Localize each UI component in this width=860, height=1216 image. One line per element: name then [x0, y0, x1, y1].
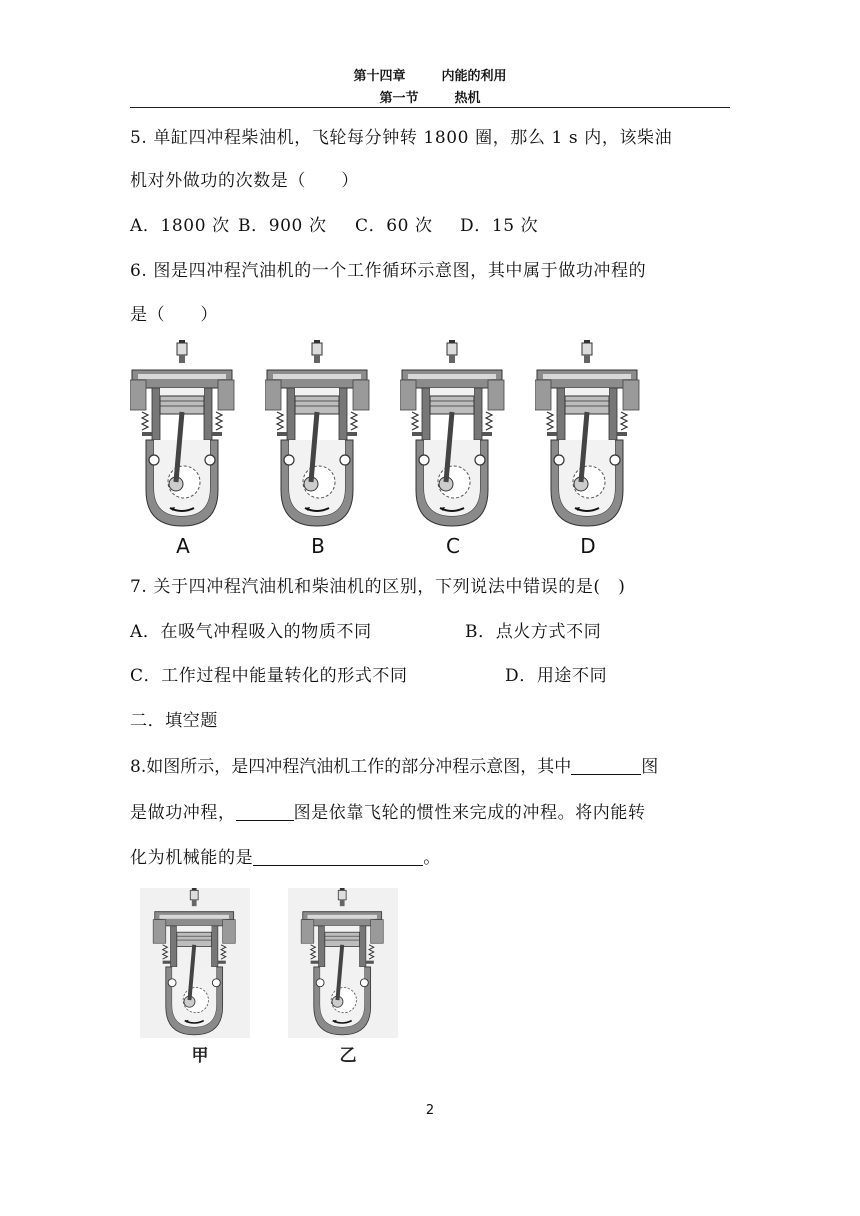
- q7-option-b: B．点火方式不同: [465, 622, 602, 642]
- section-fill-in-heading: 二．填空题: [130, 711, 218, 731]
- header-chapter: 第十四章 内能的利用: [353, 69, 507, 84]
- q8-blank-1[interactable]: [571, 756, 641, 775]
- q7-line-1: 7. 关于四冲程汽油机和柴油机的区别，下列说法中错误的是( ): [130, 577, 626, 597]
- q8-line-2: 是做功冲程， 图是依靠飞轮的惯性来完成的冲程。将内能转: [130, 803, 646, 823]
- figure-label-jia: 甲: [191, 1046, 209, 1066]
- q8-line-3: 化为机械能的是 。: [130, 848, 441, 868]
- q7-option-d: D．用途不同: [505, 666, 608, 686]
- page-number: 2: [425, 1103, 435, 1118]
- q8-line-1: 8.如图所示，是四冲程汽油机工作的部分冲程示意图，其中 图: [130, 757, 659, 777]
- q8-blank-2[interactable]: [236, 802, 294, 821]
- engine-figure-a: [130, 340, 236, 530]
- q5-line-1: 5. 单缸四冲程柴油机，飞轮每分钟转 1800 圈，那么 1 s 内，该柴油: [130, 128, 673, 148]
- engine-figure-jia: [140, 888, 250, 1038]
- header-divider: [130, 107, 730, 108]
- engine-figure-d: [535, 340, 641, 530]
- figure-label-b: B: [311, 534, 325, 558]
- q5-option-d: D．15 次: [460, 216, 539, 236]
- engine-figure-c: [400, 340, 506, 530]
- q8-blank-3[interactable]: [253, 847, 423, 866]
- q5-option-a: A．1800 次: [130, 216, 230, 236]
- q6-line-2: 是（ ）: [130, 305, 218, 325]
- engine-figure-yi: [288, 888, 398, 1038]
- q5-line-2: 机对外做功的次数是（ ）: [130, 171, 359, 191]
- header-section: 第一节 热机: [379, 91, 481, 106]
- q5-option-b: B．900 次: [238, 216, 327, 236]
- engine-figure-b: [265, 340, 371, 530]
- figure-label-a: A: [176, 534, 190, 558]
- figure-label-yi: 乙: [339, 1046, 357, 1066]
- engine-figure-jia-bg: [140, 888, 250, 1038]
- engine-figure-yi-bg: [288, 888, 398, 1038]
- q7-option-a: A．在吸气冲程吸入的物质不同: [130, 622, 372, 642]
- q6-line-1: 6. 图是四冲程汽油机的一个工作循环示意图，其中属于做功冲程的: [130, 261, 647, 281]
- figure-label-c: C: [446, 534, 460, 558]
- q5-option-c: C．60 次: [355, 216, 433, 236]
- figure-label-d: D: [580, 534, 596, 558]
- q7-option-c: C．工作过程中能量转化的形式不同: [130, 666, 408, 686]
